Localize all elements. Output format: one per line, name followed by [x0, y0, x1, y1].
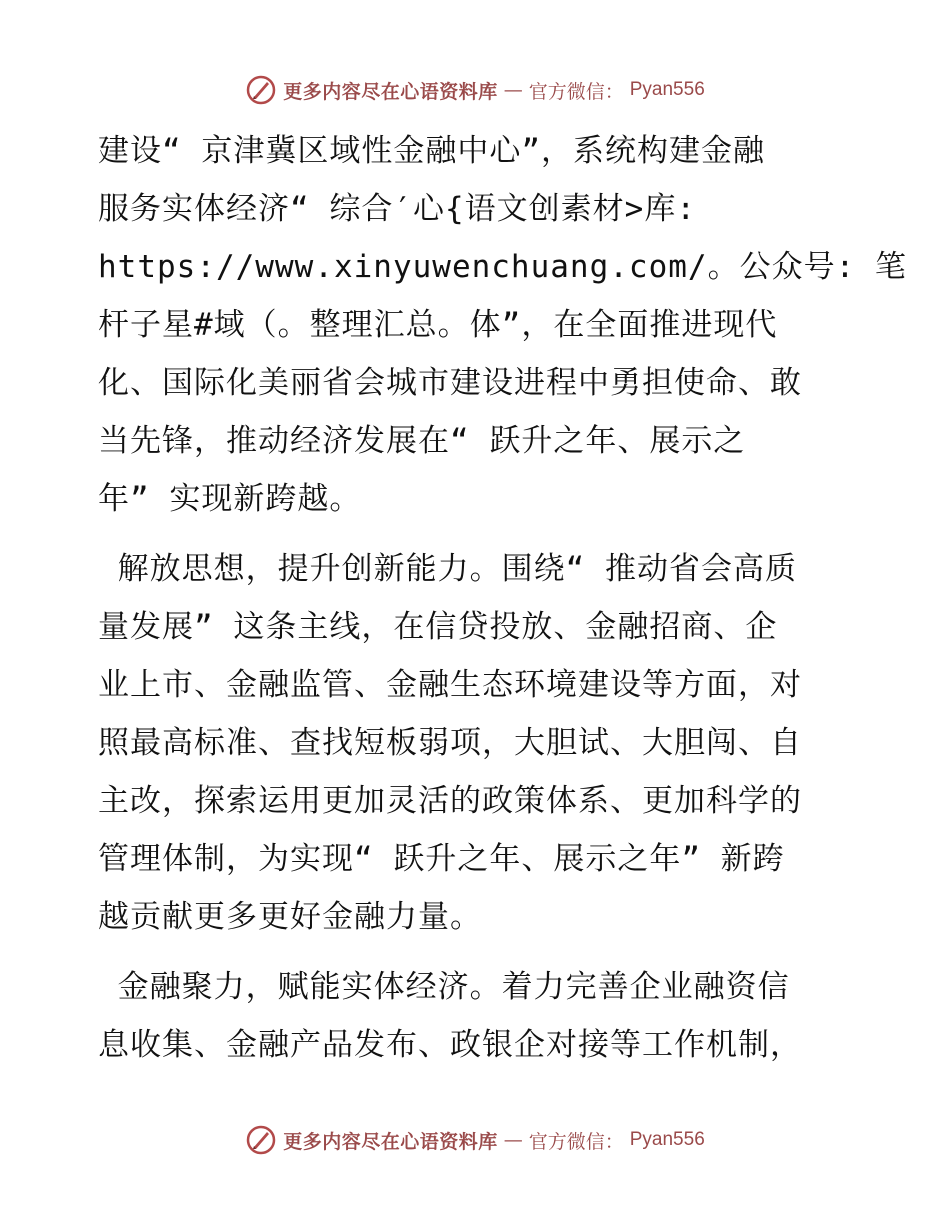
text-line: 业上市、金融监管、金融生态环境建设等方面，对 [98, 667, 802, 703]
text-line: https://www.xinyuwenchuang.com/。公众号: 笔 [98, 249, 907, 285]
paragraph-1 [98, 122, 907, 528]
banner-dash: — [503, 79, 523, 101]
text-line: 杆子星#域（。整理汇总。体”，在全面推进现代 [98, 307, 778, 343]
text-line: 金融聚力，赋能实体经济。着力完善企业融资信 [98, 969, 790, 1005]
text-line: 解放思想，提升创新能力。围绕“ 推动省会高质 [98, 551, 797, 587]
text-line: 服务实体经济“ 综合′心{语文创素材>库: [98, 191, 696, 227]
text-line: 管理体制，为实现“ 跃升之年、展示之年” 新跨 [98, 841, 785, 877]
text-line: 息收集、金融产品发布、政银企对接等工作机制， [98, 1027, 802, 1063]
text-line: 建设“ 京津冀区域性金融中心”，系统构建金融 [98, 133, 765, 169]
banner-dash: — [503, 1129, 523, 1151]
text-line: 年” 实现新跨越。 [98, 481, 362, 517]
banner-title: 更多内容尽在心语资料库 [283, 1130, 498, 1153]
text-line: 主改，探索运用更加灵活的政策体系、更加科学的 [98, 783, 802, 819]
banner-title: 更多内容尽在心语资料库 [283, 80, 498, 103]
paragraph-3 [98, 958, 858, 1074]
banner-wechat-label: 官方微信： [528, 1130, 624, 1153]
header-banner [0, 72, 950, 108]
text-line: 越贡献更多更好金融力量。 [98, 899, 482, 935]
text-line: 量发展” 这条主线，在信贷投放、金融招商、企 [98, 609, 778, 645]
banner-wechat-label: 官方微信： [528, 80, 624, 103]
document-body [98, 122, 907, 1086]
banner-wechat-id: Pyan556 [629, 79, 705, 100]
header-banner-inner [245, 74, 705, 106]
text-line: 照最高标准、查找短板弱项，大胆试、大胆闯、自 [98, 725, 802, 761]
quill-seal-icon [245, 74, 277, 106]
paragraph-2 [98, 540, 858, 946]
footer-banner [0, 1122, 950, 1158]
footer-banner-inner [245, 1124, 705, 1156]
text-line: 当先锋，推动经济发展在“ 跃升之年、展示之 [98, 423, 746, 459]
text-line: 化、国际化美丽省会城市建设进程中勇担使命、敢 [98, 365, 802, 401]
quill-seal-icon [245, 1124, 277, 1156]
banner-wechat-id: Pyan556 [629, 1129, 705, 1150]
